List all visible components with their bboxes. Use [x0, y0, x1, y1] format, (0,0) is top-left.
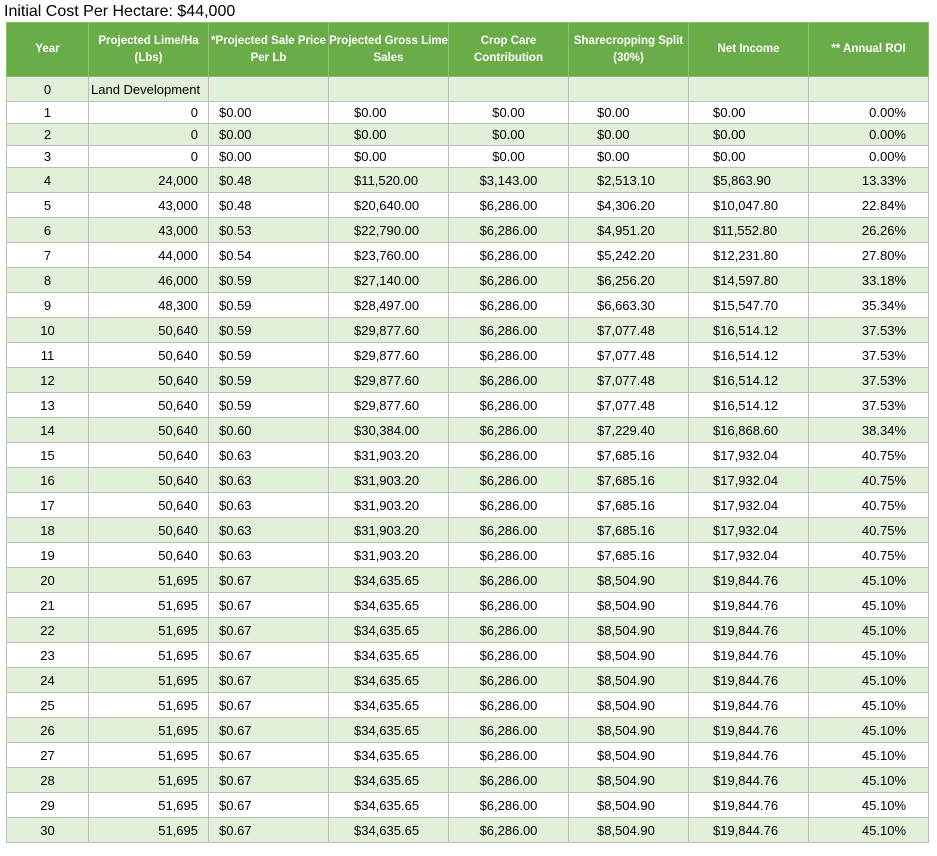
- cell-year: 6: [7, 218, 89, 243]
- cell-lime: 0: [89, 124, 209, 146]
- table-row: [7, 293, 929, 318]
- cell-empty: [689, 77, 809, 102]
- table-row: [7, 518, 929, 543]
- cell-net-income: $19,844.76: [689, 593, 809, 618]
- cell-gross: $34,635.65: [329, 668, 449, 693]
- cell-crop-care: $6,286.00: [449, 293, 569, 318]
- table-row: [7, 718, 929, 743]
- cell-year: 24: [7, 668, 89, 693]
- cell-sharecropping: $8,504.90: [569, 793, 689, 818]
- cell-lime: 51,695: [89, 668, 209, 693]
- cell-lime: 44,000: [89, 243, 209, 268]
- cell-gross: $34,635.65: [329, 618, 449, 643]
- cell-sharecropping: $8,504.90: [569, 743, 689, 768]
- cell-lime: 51,695: [89, 693, 209, 718]
- cell-crop-care: $6,286.00: [449, 268, 569, 293]
- cell-year: 9: [7, 293, 89, 318]
- cell-crop-care: $6,286.00: [449, 243, 569, 268]
- cell-year: 10: [7, 318, 89, 343]
- cell-price: $0.59: [209, 268, 329, 293]
- cell-price: $0.63: [209, 468, 329, 493]
- cell-crop-care: $0.00: [449, 102, 569, 124]
- cell-sharecropping: $0.00: [569, 146, 689, 168]
- cell-price: $0.59: [209, 368, 329, 393]
- cell-price: $0.48: [209, 168, 329, 193]
- cell-net-income: $19,844.76: [689, 793, 809, 818]
- cell-year: 3: [7, 146, 89, 168]
- table-row: [7, 218, 929, 243]
- cell-net-income: $10,047.80: [689, 193, 809, 218]
- cell-sharecropping: $5,242.20: [569, 243, 689, 268]
- cell-price: $0.59: [209, 393, 329, 418]
- cell-sharecropping: $6,663.30: [569, 293, 689, 318]
- cell-price: $0.59: [209, 293, 329, 318]
- table-row: [7, 818, 929, 843]
- cell-roi: 22.84%: [809, 193, 929, 218]
- cell-price: $0.00: [209, 124, 329, 146]
- cell-lime: 50,640: [89, 368, 209, 393]
- cell-roi: 33.18%: [809, 268, 929, 293]
- cell-net-income: $19,844.76: [689, 693, 809, 718]
- cell-crop-care: $6,286.00: [449, 218, 569, 243]
- cell-year: 15: [7, 443, 89, 468]
- cell-price: $0.59: [209, 318, 329, 343]
- cell-crop-care: $6,286.00: [449, 718, 569, 743]
- cell-sharecropping: $7,685.16: [569, 468, 689, 493]
- cell-gross: $11,520.00: [329, 168, 449, 193]
- cell-lime: 24,000: [89, 168, 209, 193]
- cell-crop-care: $6,286.00: [449, 518, 569, 543]
- cell-net-income: $19,844.76: [689, 718, 809, 743]
- table-row: [7, 593, 929, 618]
- cell-net-income: $17,932.04: [689, 443, 809, 468]
- cell-roi: 40.75%: [809, 443, 929, 468]
- cell-year: 7: [7, 243, 89, 268]
- cell-roi: 35.34%: [809, 293, 929, 318]
- cell-year: 20: [7, 568, 89, 593]
- col-header-net-income: Net Income: [689, 23, 809, 77]
- cell-net-income: $19,844.76: [689, 818, 809, 843]
- cell-roi: 45.10%: [809, 768, 929, 793]
- cell-roi: 45.10%: [809, 793, 929, 818]
- cell-net-income: $16,868.60: [689, 418, 809, 443]
- cell-sharecropping: $8,504.90: [569, 593, 689, 618]
- cell-sharecropping: $6,256.20: [569, 268, 689, 293]
- cell-lime: 50,640: [89, 518, 209, 543]
- cell-crop-care: $6,286.00: [449, 418, 569, 443]
- cell-roi: 45.10%: [809, 593, 929, 618]
- cell-sharecropping: $7,077.48: [569, 343, 689, 368]
- cell-net-income: $17,932.04: [689, 468, 809, 493]
- cell-gross: $34,635.65: [329, 643, 449, 668]
- cell-net-income: $0.00: [689, 146, 809, 168]
- cell-sharecropping: $7,077.48: [569, 368, 689, 393]
- cell-lime: 50,640: [89, 468, 209, 493]
- cell-crop-care: $6,286.00: [449, 343, 569, 368]
- table-row: [7, 443, 929, 468]
- cell-year: 28: [7, 768, 89, 793]
- cell-roi: 0.00%: [809, 146, 929, 168]
- cell-crop-care: $6,286.00: [449, 768, 569, 793]
- cell-net-income: $19,844.76: [689, 643, 809, 668]
- cell-crop-care: $0.00: [449, 124, 569, 146]
- cell-sharecropping: $8,504.90: [569, 718, 689, 743]
- cell-year: 1: [7, 102, 89, 124]
- cell-net-income: $16,514.12: [689, 318, 809, 343]
- cell-gross: $20,640.00: [329, 193, 449, 218]
- col-header-lime: Projected Lime/Ha (Lbs): [89, 23, 209, 77]
- cell-year: 17: [7, 493, 89, 518]
- cell-sharecropping: $7,077.48: [569, 318, 689, 343]
- cell-sharecropping: $2,513.10: [569, 168, 689, 193]
- header-row: [7, 23, 929, 77]
- cell-sharecropping: $7,685.16: [569, 518, 689, 543]
- cell-net-income: $17,932.04: [689, 493, 809, 518]
- cell-net-income: $19,844.76: [689, 618, 809, 643]
- cell-roi: 45.10%: [809, 718, 929, 743]
- table-row: [7, 743, 929, 768]
- cell-net-income: $15,547.70: [689, 293, 809, 318]
- cell-gross: $31,903.20: [329, 493, 449, 518]
- table-row: [7, 643, 929, 668]
- cell-sharecropping: $8,504.90: [569, 618, 689, 643]
- cell-net-income: $17,932.04: [689, 543, 809, 568]
- cell-sharecropping: $8,504.90: [569, 643, 689, 668]
- cell-price: $0.63: [209, 518, 329, 543]
- cell-lime: 50,640: [89, 343, 209, 368]
- cell-net-income: $5,863.90: [689, 168, 809, 193]
- page-title: Initial Cost Per Hectare: $44,000: [4, 3, 236, 20]
- cell-year: 19: [7, 543, 89, 568]
- cell-net-income: $19,844.76: [689, 668, 809, 693]
- cell-roi: 45.10%: [809, 693, 929, 718]
- cell-lime: 50,640: [89, 393, 209, 418]
- cell-gross: $29,877.60: [329, 368, 449, 393]
- cell-lime: 48,300: [89, 293, 209, 318]
- cell-gross: $34,635.65: [329, 818, 449, 843]
- cell-sharecropping: $4,306.20: [569, 193, 689, 218]
- table-row: [7, 168, 929, 193]
- cell-lime: 51,695: [89, 793, 209, 818]
- cell-price: $0.67: [209, 668, 329, 693]
- cell-lime: 43,000: [89, 193, 209, 218]
- cell-roi: 13.33%: [809, 168, 929, 193]
- cell-crop-care: $6,286.00: [449, 643, 569, 668]
- cell-price: $0.67: [209, 718, 329, 743]
- cell-crop-care: $6,286.00: [449, 443, 569, 468]
- cell-net-income: $19,844.76: [689, 568, 809, 593]
- cell-roi: 0.00%: [809, 102, 929, 124]
- cell-sharecropping: $8,504.90: [569, 568, 689, 593]
- table-row: [7, 368, 929, 393]
- cell-sharecropping: $0.00: [569, 102, 689, 124]
- cell-year: 5: [7, 193, 89, 218]
- cell-year: 16: [7, 468, 89, 493]
- cell-sharecropping: $8,504.90: [569, 668, 689, 693]
- cell-crop-care: $6,286.00: [449, 318, 569, 343]
- cell-empty: [569, 77, 689, 102]
- cell-year: 2: [7, 124, 89, 146]
- cell-lime: 50,640: [89, 493, 209, 518]
- table-row: [7, 77, 929, 102]
- cell-gross: $34,635.65: [329, 693, 449, 718]
- cell-price: $0.59: [209, 343, 329, 368]
- cell-gross: $30,384.00: [329, 418, 449, 443]
- cell-net-income: $11,552.80: [689, 218, 809, 243]
- cell-sharecropping: $8,504.90: [569, 768, 689, 793]
- col-header-year: Year: [7, 23, 89, 77]
- cell-lime: 46,000: [89, 268, 209, 293]
- cell-price: $0.54: [209, 243, 329, 268]
- cell-crop-care: $0.00: [449, 146, 569, 168]
- cell-lime: 0: [89, 146, 209, 168]
- cell-sharecropping: $4,951.20: [569, 218, 689, 243]
- cell-gross: $22,790.00: [329, 218, 449, 243]
- cell-net-income: $16,514.12: [689, 343, 809, 368]
- table-row: [7, 618, 929, 643]
- cell-crop-care: $6,286.00: [449, 818, 569, 843]
- table-row: [7, 768, 929, 793]
- cell-lime: 51,695: [89, 618, 209, 643]
- cell-price: $0.00: [209, 102, 329, 124]
- cell-gross: $34,635.65: [329, 743, 449, 768]
- cell-roi: 37.53%: [809, 318, 929, 343]
- cell-price: $0.53: [209, 218, 329, 243]
- cell-gross: $29,877.60: [329, 343, 449, 368]
- cell-gross: $31,903.20: [329, 443, 449, 468]
- cell-roi: 45.10%: [809, 743, 929, 768]
- table-row: [7, 793, 929, 818]
- col-header-sharecropping: Sharecropping Split (30%): [569, 23, 689, 77]
- cell-lime: 0: [89, 102, 209, 124]
- cell-sharecropping: $7,077.48: [569, 393, 689, 418]
- cell-gross: $34,635.65: [329, 768, 449, 793]
- cell-lime: 51,695: [89, 568, 209, 593]
- cell-lime: 43,000: [89, 218, 209, 243]
- cell-lime: 50,640: [89, 543, 209, 568]
- cell-year: 23: [7, 643, 89, 668]
- cell-crop-care: $6,286.00: [449, 393, 569, 418]
- cell-gross: $34,635.65: [329, 568, 449, 593]
- col-header-gross: Projected Gross Lime Sales: [329, 23, 449, 77]
- cell-net-income: $14,597.80: [689, 268, 809, 293]
- table-row: [7, 393, 929, 418]
- cell-price: $0.63: [209, 443, 329, 468]
- col-header-roi: ** Annual ROI: [809, 23, 929, 77]
- cell-roi: 45.10%: [809, 668, 929, 693]
- cell-gross: $31,903.20: [329, 518, 449, 543]
- cell-gross: $0.00: [329, 102, 449, 124]
- cell-empty: [449, 77, 569, 102]
- cell-empty: [329, 77, 449, 102]
- cell-lime: 50,640: [89, 443, 209, 468]
- cell-net-income: $0.00: [689, 102, 809, 124]
- cell-year: 14: [7, 418, 89, 443]
- cell-price: $0.67: [209, 768, 329, 793]
- cell-year: 12: [7, 368, 89, 393]
- cell-lime: 50,640: [89, 318, 209, 343]
- cell-gross: $34,635.65: [329, 793, 449, 818]
- cell-sharecropping: $8,504.90: [569, 693, 689, 718]
- cell-roi: 37.53%: [809, 393, 929, 418]
- cell-lime: 51,695: [89, 768, 209, 793]
- cell-crop-care: $6,286.00: [449, 493, 569, 518]
- cell-year: 25: [7, 693, 89, 718]
- cell-gross: $27,140.00: [329, 268, 449, 293]
- cell-year: 29: [7, 793, 89, 818]
- cell-roi: 38.34%: [809, 418, 929, 443]
- cell-sharecropping: $8,504.90: [569, 818, 689, 843]
- cell-roi: 27.80%: [809, 243, 929, 268]
- cell-crop-care: $6,286.00: [449, 593, 569, 618]
- cell-price: $0.67: [209, 618, 329, 643]
- cell-crop-care: $6,286.00: [449, 693, 569, 718]
- cell-crop-care: $6,286.00: [449, 468, 569, 493]
- table-row: [7, 468, 929, 493]
- cell-empty: [209, 77, 329, 102]
- cell-crop-care: $6,286.00: [449, 668, 569, 693]
- cell-crop-care: $6,286.00: [449, 793, 569, 818]
- cell-price: $0.60: [209, 418, 329, 443]
- cell-year: 27: [7, 743, 89, 768]
- cell-crop-care: $6,286.00: [449, 543, 569, 568]
- cell-gross: $34,635.65: [329, 718, 449, 743]
- cell-year: 22: [7, 618, 89, 643]
- cell-gross: $23,760.00: [329, 243, 449, 268]
- table-row: [7, 543, 929, 568]
- table-row: [7, 146, 929, 168]
- cell-net-income: $19,844.76: [689, 743, 809, 768]
- cell-price: $0.67: [209, 643, 329, 668]
- cell-price: $0.00: [209, 146, 329, 168]
- cell-empty: [809, 77, 929, 102]
- table-row: [7, 268, 929, 293]
- cell-gross: $0.00: [329, 146, 449, 168]
- cell-gross: $29,877.60: [329, 318, 449, 343]
- table-row: [7, 243, 929, 268]
- cell-price: $0.67: [209, 793, 329, 818]
- cell-year: 18: [7, 518, 89, 543]
- cell-gross: $34,635.65: [329, 593, 449, 618]
- cell-roi: 45.10%: [809, 818, 929, 843]
- cell-price: $0.67: [209, 593, 329, 618]
- cell-year: 26: [7, 718, 89, 743]
- cell-year: 21: [7, 593, 89, 618]
- table-row: [7, 343, 929, 368]
- cell-year: 13: [7, 393, 89, 418]
- roi-table: [6, 22, 929, 843]
- cell-gross: $31,903.20: [329, 543, 449, 568]
- cell-roi: 45.10%: [809, 618, 929, 643]
- cell-roi: 37.53%: [809, 343, 929, 368]
- col-header-crop-care: Crop Care Contribution: [449, 23, 569, 77]
- cell-price: $0.63: [209, 493, 329, 518]
- cell-roi: 37.53%: [809, 368, 929, 393]
- cell-roi: 40.75%: [809, 518, 929, 543]
- table-row: [7, 493, 929, 518]
- cell-sharecropping: $0.00: [569, 124, 689, 146]
- cell-roi: 40.75%: [809, 493, 929, 518]
- table-row: [7, 568, 929, 593]
- cell-crop-care: $3,143.00: [449, 168, 569, 193]
- table-row: [7, 693, 929, 718]
- table-row: [7, 102, 929, 124]
- col-header-price: *Projected Sale Price Per Lb: [209, 23, 329, 77]
- cell-year: 30: [7, 818, 89, 843]
- cell-sharecropping: $7,229.40: [569, 418, 689, 443]
- cell-roi: 45.10%: [809, 643, 929, 668]
- cell-lime: 50,640: [89, 418, 209, 443]
- cell-year: 8: [7, 268, 89, 293]
- cell-price: $0.63: [209, 543, 329, 568]
- cell-sharecropping: $7,685.16: [569, 443, 689, 468]
- table-row: [7, 318, 929, 343]
- cell-sharecropping: $7,685.16: [569, 543, 689, 568]
- cell-price: $0.48: [209, 193, 329, 218]
- cell-price: $0.67: [209, 818, 329, 843]
- cell-gross: $0.00: [329, 124, 449, 146]
- table-row: [7, 124, 929, 146]
- cell-sharecropping: $7,685.16: [569, 493, 689, 518]
- cell-roi: 26.26%: [809, 218, 929, 243]
- table-row: [7, 668, 929, 693]
- cell-land-development: Land Development: [89, 77, 209, 102]
- cell-crop-care: $6,286.00: [449, 618, 569, 643]
- cell-year: 4: [7, 168, 89, 193]
- cell-gross: $28,497.00: [329, 293, 449, 318]
- cell-price: $0.67: [209, 693, 329, 718]
- cell-net-income: $12,231.80: [689, 243, 809, 268]
- cell-roi: 0.00%: [809, 124, 929, 146]
- cell-gross: $29,877.60: [329, 393, 449, 418]
- cell-net-income: $0.00: [689, 124, 809, 146]
- cell-crop-care: $6,286.00: [449, 193, 569, 218]
- cell-gross: $31,903.20: [329, 468, 449, 493]
- cell-net-income: $16,514.12: [689, 393, 809, 418]
- cell-lime: 51,695: [89, 718, 209, 743]
- cell-roi: 40.75%: [809, 468, 929, 493]
- table-row: [7, 418, 929, 443]
- cell-year: 11: [7, 343, 89, 368]
- cell-roi: 40.75%: [809, 543, 929, 568]
- cell-lime: 51,695: [89, 743, 209, 768]
- cell-lime: 51,695: [89, 643, 209, 668]
- cell-price: $0.67: [209, 568, 329, 593]
- cell-price: $0.67: [209, 743, 329, 768]
- cell-crop-care: $6,286.00: [449, 743, 569, 768]
- cell-year: 0: [7, 77, 89, 102]
- cell-net-income: $17,932.04: [689, 518, 809, 543]
- cell-net-income: $16,514.12: [689, 368, 809, 393]
- cell-lime: 51,695: [89, 593, 209, 618]
- table-row: [7, 193, 929, 218]
- cell-net-income: $19,844.76: [689, 768, 809, 793]
- cell-lime: 51,695: [89, 818, 209, 843]
- cell-roi: 45.10%: [809, 568, 929, 593]
- cell-crop-care: $6,286.00: [449, 568, 569, 593]
- cell-crop-care: $6,286.00: [449, 368, 569, 393]
